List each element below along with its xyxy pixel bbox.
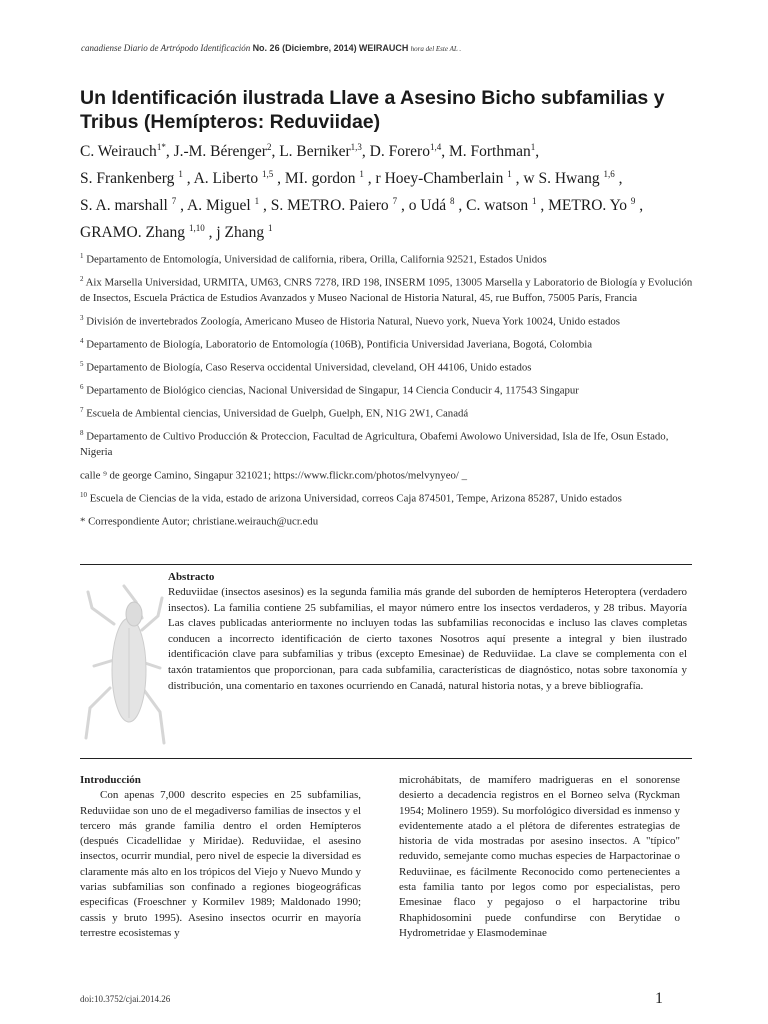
author-name: C. watson bbox=[466, 197, 533, 215]
affiliation-item bbox=[80, 403, 695, 422]
author-name: S. A. marshall bbox=[80, 197, 172, 215]
affiliation-text: Departamento de Biología, Caso Reserva occidental Universidad, cleveland, OH 44106, Unido estados bbox=[83, 361, 532, 374]
author-affiliation-sup: 1* bbox=[156, 142, 166, 152]
intro-right-column bbox=[399, 773, 680, 941]
affiliation-item bbox=[80, 334, 695, 353]
author-separator: , bbox=[441, 143, 449, 161]
affiliation-text: División de invertebrados Zoología, Americano Museo de Historia Natural, Nuevo york, Nueva York 10024, Unido estados bbox=[83, 315, 620, 328]
author-separator: , bbox=[259, 197, 271, 215]
affiliation-text: Aix Marsella Universidad, URMITA, UM63, CNRS 7278, IRD 198, INSERM 1095, 13005 Marsella y Laboratorio de Biología y Evolución de Insectos, Escuela Práctica de Estudios Avanzados y Museo Nacional de Historia Natural, 45, rue Buffon, 75005 París, Francia bbox=[80, 276, 693, 305]
author-affiliation-sup: 1,5 bbox=[262, 169, 274, 180]
affiliation-item bbox=[80, 465, 695, 484]
affiliation-text: Departamento de Cultivo Producción & Proteccion, Facultad de Agricultura, Obafemi Awolowo Universidad, Isla de Ife, Osun Estado, Nigeria bbox=[80, 430, 669, 459]
author-affiliation-sup: 1 bbox=[532, 196, 537, 207]
affiliation-number: 3 bbox=[80, 313, 84, 322]
affiliation-number: 6 bbox=[80, 382, 84, 391]
author-name: C. Weirauch bbox=[80, 143, 157, 161]
affiliation-number: 10 bbox=[80, 490, 87, 499]
author-name: L. Berniker bbox=[279, 143, 351, 161]
running-tail: hora del Este AL . bbox=[410, 45, 462, 53]
author-affiliation-sup: 1,4 bbox=[429, 142, 442, 152]
intro-paragraph-right: microhábitats, de mamífero madrigueras en el sonorense desierto a decadencia registros en el Borneo selva (Ryckman 1954; Molinero 1959). Su morfológico diversidad es inmenso y evidentemente atado a el plétora de diferentes estrategias de historia de vida mostradas por asesino insectos. A "típico" reduvido, semejante como muchas especies de Harpactorinae o Reduviinae, es fácilmente Reconocido como pertenecientes a esta familia tanto por legos como por especialistas, pero Emesinae flaco y pegajoso o el harpactorine tribu Rhaphidosomini puede confundirse con Berytidae o Hydrometridae y Elasmodeminae bbox=[399, 774, 680, 939]
author-affiliation-sup: 1 bbox=[530, 142, 536, 152]
journal-name: canadiense Diario de Artrópodo Identificación bbox=[81, 43, 251, 53]
author-name: A. Liberto bbox=[193, 170, 263, 188]
author-name: S. Frankenberg bbox=[80, 170, 179, 188]
author-affiliation-sup: 9 bbox=[630, 196, 636, 207]
author-affiliation-sup: 1 bbox=[178, 169, 183, 180]
abstract-text: Reduviidae (insectos asesinos) es la segunda familia más grande del suborden de hemípteros Heteroptera (verdadero insectos). La familia contiene 25 subfamilias, el mayor número entre los insectos verdaderos, y 28 tribus. Mayoría Las claves publicadas anteriormente no incluyen todas las subfamilias reconocidas e incluso las claves completas conducen a incorrecto identificación de cierto taxones Nosotros aquí presente a integral y bien ilustrado identificación clave para subfamilias y tribus (excepto Emesinae) de Reduviidae. La clave se complementa con el taxón tratamientos que proporcionan, para cada subfamilia, características de diagnóstico, notas sobre taxonomía y distribución, una comentario en taxones ocurriendo en Canadá, natural historia notas, y a breve bibliografía. bbox=[168, 586, 687, 692]
affiliation-number: 4 bbox=[80, 336, 84, 345]
author-affiliation-sup: 1,3 bbox=[350, 142, 362, 152]
author-separator: , bbox=[635, 197, 644, 215]
author-affiliation-sup: 1 bbox=[359, 169, 364, 180]
author-name: w S. Hwang bbox=[523, 170, 604, 188]
author-name: S. METRO. Paiero bbox=[270, 197, 393, 215]
author-name: GRAMO. Zhang bbox=[80, 224, 189, 242]
author-separator: , bbox=[182, 170, 194, 188]
author-separator: , bbox=[511, 170, 524, 188]
author-affiliation-sup: 1,6 bbox=[603, 169, 615, 180]
author-separator: , bbox=[273, 170, 285, 188]
affiliation-number: 1 bbox=[80, 252, 84, 260]
author-affiliation-sup: 7 bbox=[392, 196, 398, 207]
affiliation-text: Escuela de Ambiental ciencias, Universidad de Guelph, Guelph, EN, N1G 2W1, Canadá bbox=[83, 407, 469, 420]
author-affiliation-sup: 1 bbox=[507, 169, 512, 180]
author-separator: , bbox=[363, 170, 376, 188]
author-separator: , bbox=[361, 143, 370, 161]
affiliation-text: Departamento de Biología, Laboratorio de Entomología (106B), Pontificia Universidad Javeriana, Bogotá, Colombia bbox=[83, 338, 593, 351]
author-affiliation-sup: 7 bbox=[171, 196, 177, 207]
author-separator: , bbox=[397, 197, 409, 215]
author-separator: , bbox=[204, 224, 217, 242]
author-name: D. Forero bbox=[369, 143, 430, 161]
affiliation-text: Departamento de Biológico ciencias, Nacional Universidad de Singapur, 14 Ciencia Conducir 4, 117543 Singapur bbox=[83, 384, 579, 397]
affiliation-text: Departamento de Entomología, Universidad de california, ribera, Orilla, California 92521, Estados Unidos bbox=[83, 253, 547, 266]
doi-footer: doi:10.3752/cjai.2014.26 bbox=[80, 994, 171, 1004]
author-separator: , bbox=[454, 197, 467, 215]
running-head bbox=[81, 43, 721, 53]
issue-info: No. 26 (Diciembre, 2014 bbox=[252, 43, 354, 53]
intro-paragraph-left: Con apenas 7,000 descrito especies en 25 subfamilias, Reduviidae son uno de el megadiverso familias de insectos y el tercero más grande familia dentro el orden Hemípteros (después Cicadellidae y Miridae). Reduviidae, el asesino insectos, ocurrir mundial, pero nivel de especie la diversidad es claramente más alto en los trópicos del Viejo y Nuevo Mundo y varias subfamilias son confinado a regiones biogeográficas especificas (Froeschner y Kormilev 1989; Maldonado 1990; cassis y bruto 1995). Asesino insectos ocurrir en mayoría terrestre ecosistemas y bbox=[80, 789, 361, 939]
abstract-heading: Abstracto bbox=[168, 571, 215, 583]
author-name: j Zhang bbox=[216, 224, 268, 242]
author-list bbox=[80, 136, 730, 245]
affiliation-item bbox=[80, 488, 695, 507]
affiliation-list bbox=[80, 249, 695, 534]
author-affiliation-sup: 1 bbox=[267, 223, 273, 234]
reduviid-figure-image bbox=[84, 578, 166, 750]
running-author: WEIRAUCH bbox=[358, 43, 409, 53]
affiliation-number: 7 bbox=[80, 406, 84, 415]
affiliation-number: 2 bbox=[80, 275, 84, 284]
author-name: J.-M. Bérenger bbox=[173, 143, 267, 161]
affiliation-text: calle ⁹ de george Camino, Singapur 321021; https://www.flickr.com/photos/melvynyeo/ _ bbox=[80, 469, 467, 482]
author-affiliation-sup: 1 bbox=[254, 196, 260, 207]
affiliation-item bbox=[80, 357, 695, 376]
affiliation-text: * Correspondiente Autor; christiane.weirauch@ucr.edu bbox=[80, 515, 319, 528]
affiliation-item bbox=[80, 249, 695, 268]
author-name: METRO. Yo bbox=[548, 197, 631, 215]
affiliation-number: 8 bbox=[80, 429, 84, 438]
author-separator: , bbox=[165, 143, 174, 161]
author-name: A. Miguel bbox=[187, 197, 255, 215]
intro-left-column bbox=[80, 773, 361, 941]
author-affiliation-sup: 1,10 bbox=[188, 223, 205, 234]
author-name: M. Forthman bbox=[448, 143, 531, 161]
abstract-top-rule bbox=[80, 564, 692, 565]
author-name: o Udá bbox=[408, 197, 451, 215]
page-number: 1 bbox=[655, 990, 663, 1007]
affiliation-number: 5 bbox=[80, 359, 84, 368]
author-affiliation-sup: 8 bbox=[450, 196, 455, 207]
author-name: r Hoey-Chamberlain bbox=[375, 170, 508, 188]
author-separator: , bbox=[271, 143, 280, 161]
affiliation-item bbox=[80, 426, 695, 461]
affiliation-item bbox=[80, 380, 695, 399]
affiliation-item bbox=[80, 272, 695, 307]
affiliation-item bbox=[80, 511, 695, 530]
paper-title: Un Identificación ilustrada Llave a Asesino Bicho subfamilias y Tribus (Hemípteros: Reduviidae) bbox=[80, 87, 665, 133]
author-separator: , bbox=[176, 197, 187, 215]
affiliation-item bbox=[80, 311, 695, 330]
author-separator: , bbox=[535, 143, 540, 161]
affiliation-text: Escuela de Ciencias de la vida, estado de arizona Universidad, correos Caja 874501, Tempe, Arizona 85287, Unido estados bbox=[87, 492, 622, 505]
issue-sep: ) bbox=[353, 43, 357, 53]
abstract-bottom-rule bbox=[80, 758, 692, 759]
author-affiliation-sup: 2 bbox=[266, 142, 272, 152]
author-separator: , bbox=[614, 170, 623, 188]
introduction-heading: Introducción bbox=[80, 774, 141, 786]
author-name: MI. gordon bbox=[284, 170, 360, 188]
author-separator: , bbox=[536, 197, 549, 215]
